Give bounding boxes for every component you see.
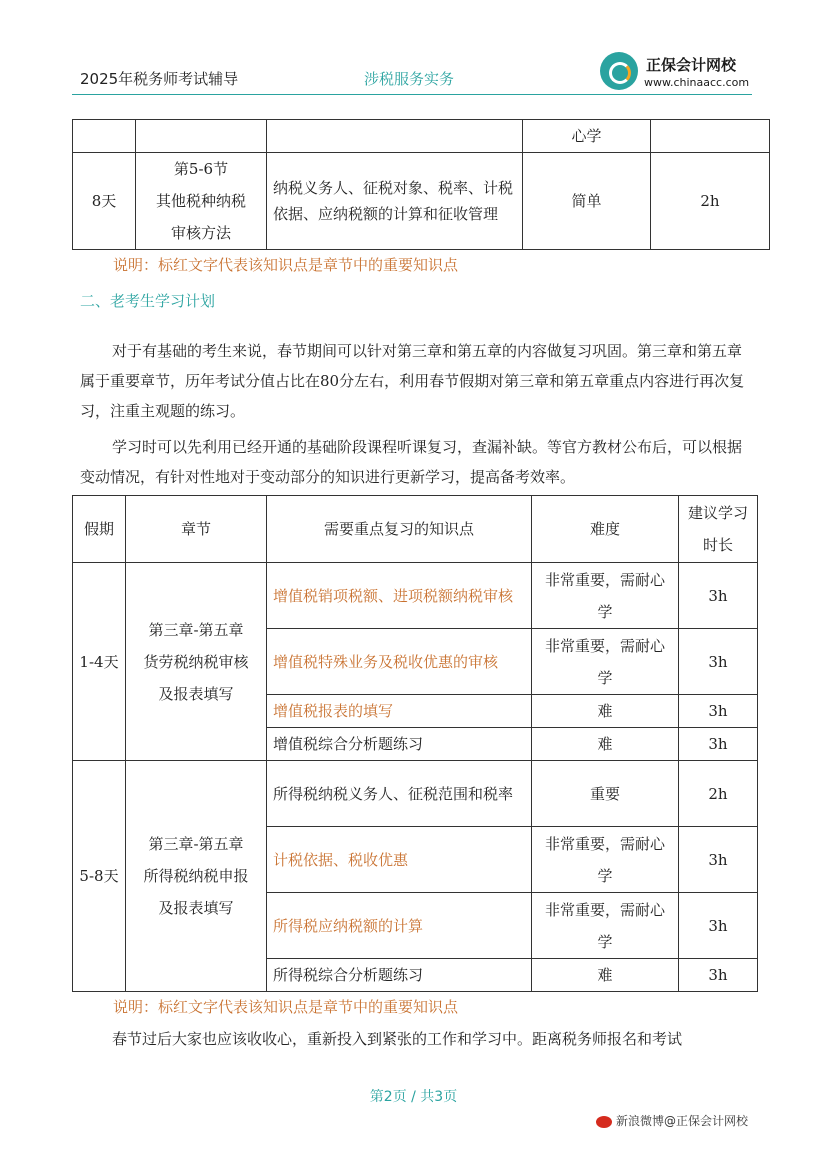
knowledge-point-cell: 所得税综合分析题练习	[267, 959, 532, 992]
header-divider	[72, 94, 752, 95]
hours-cell: 3h	[679, 728, 758, 761]
column-header: 建议学习时长	[679, 496, 758, 563]
knowledge-point-cell: 增值税销项税额、进项税额纳税审核	[267, 563, 532, 629]
difficulty-cell: 非常重要，需耐心学	[532, 563, 679, 629]
difficulty-cell: 心学	[523, 120, 651, 153]
difficulty-cell: 难	[532, 695, 679, 728]
header-center-title: 涉税服务实务	[364, 70, 455, 88]
chapter-cell: 第三章-第五章 所得税纳税申报 及报表填写	[126, 761, 267, 992]
column-header: 假期	[73, 496, 126, 563]
column-header: 难度	[532, 496, 679, 563]
study-plan-table	[72, 495, 758, 992]
chapter-cell: 第5-6节 其他税种纳税 审核方法	[136, 153, 267, 250]
period-cell: 1-4天	[73, 563, 126, 761]
knowledge-point-cell: 增值税特殊业务及税收优惠的审核	[267, 629, 532, 695]
note-text: 说明：标红文字代表该知识点是章节中的重要知识点	[113, 256, 459, 274]
difficulty-cell: 非常重要，需耐心学	[532, 893, 679, 959]
difficulty-cell: 非常重要，需耐心学	[532, 629, 679, 695]
hours-cell: 3h	[679, 563, 758, 629]
difficulty-cell: 简单	[523, 153, 651, 250]
page-indicator: 第2页 / 共3页	[369, 1089, 458, 1105]
hours-cell: 3h	[679, 629, 758, 695]
table-row	[73, 761, 758, 827]
paragraph: 春节过后大家也应该收收心，重新投入到紧张的工作和学习中。距离税务师报名和考试	[112, 1030, 683, 1048]
knowledge-point-cell: 计税依据、税收优惠	[267, 827, 532, 893]
hours-cell: 2h	[679, 761, 758, 827]
difficulty-cell: 难	[532, 728, 679, 761]
logo-name: 正保会计网校	[646, 56, 737, 74]
table-row	[73, 120, 770, 153]
hours-cell: 3h	[679, 959, 758, 992]
knowledge-point-cell: 增值税报表的填写	[267, 695, 532, 728]
period-cell: 5-8天	[73, 761, 126, 992]
logo-url: www.chinaacc.com	[644, 76, 750, 89]
table-header-row	[73, 496, 758, 563]
points-cell: 纳税义务人、征税对象、税率、计税依据、应纳税额的计算和征收管理	[267, 153, 523, 250]
weibo-text: 新浪微博@正保会计网校	[616, 1114, 749, 1128]
knowledge-point-cell: 所得税纳税义务人、征税范围和税率	[267, 761, 532, 827]
hours-cell: 2h	[651, 153, 770, 250]
weibo-credit	[596, 1112, 748, 1129]
knowledge-point-cell: 所得税应纳税额的计算	[267, 893, 532, 959]
logo	[600, 52, 760, 96]
note-text: 说明：标红文字代表该知识点是章节中的重要知识点	[113, 998, 459, 1016]
knowledge-point-cell: 增值税综合分析题练习	[267, 728, 532, 761]
difficulty-cell: 难	[532, 959, 679, 992]
chapter-cell: 第三章-第五章 货劳税纳税审核 及报表填写	[126, 563, 267, 761]
weibo-icon	[596, 1116, 612, 1128]
column-header: 章节	[126, 496, 267, 563]
difficulty-cell: 重要	[532, 761, 679, 827]
period-cell: 8天	[73, 153, 136, 250]
hours-cell: 3h	[679, 695, 758, 728]
top-table	[72, 119, 770, 250]
table-row	[73, 563, 758, 629]
hours-cell: 3h	[679, 827, 758, 893]
logo-mark-icon	[600, 52, 638, 90]
paragraph: 学习时可以先利用已经开通的基础阶段课程听课复习，查漏补缺。等官方教材公布后，可以根据变动情况，有针对性地对于变动部分的知识进行更新学习，提高备考效率。	[80, 438, 743, 486]
difficulty-cell: 非常重要，需耐心学	[532, 827, 679, 893]
table-row	[73, 153, 770, 250]
column-header: 需要重点复习的知识点	[267, 496, 532, 563]
header-left-title: 2025年税务师考试辅导	[80, 70, 239, 88]
section-title: 二、老考生学习计划	[80, 292, 216, 310]
paragraph: 对于有基础的考生来说，春节期间可以针对第三章和第五章的内容做复习巩固。第三章和第五章属于重要章节，历年考试分值占比在80分左右，利用春节假期对第三章和第五章重点内容进行再次复习，注重主观题的练习。	[80, 342, 745, 420]
hours-cell: 3h	[679, 893, 758, 959]
